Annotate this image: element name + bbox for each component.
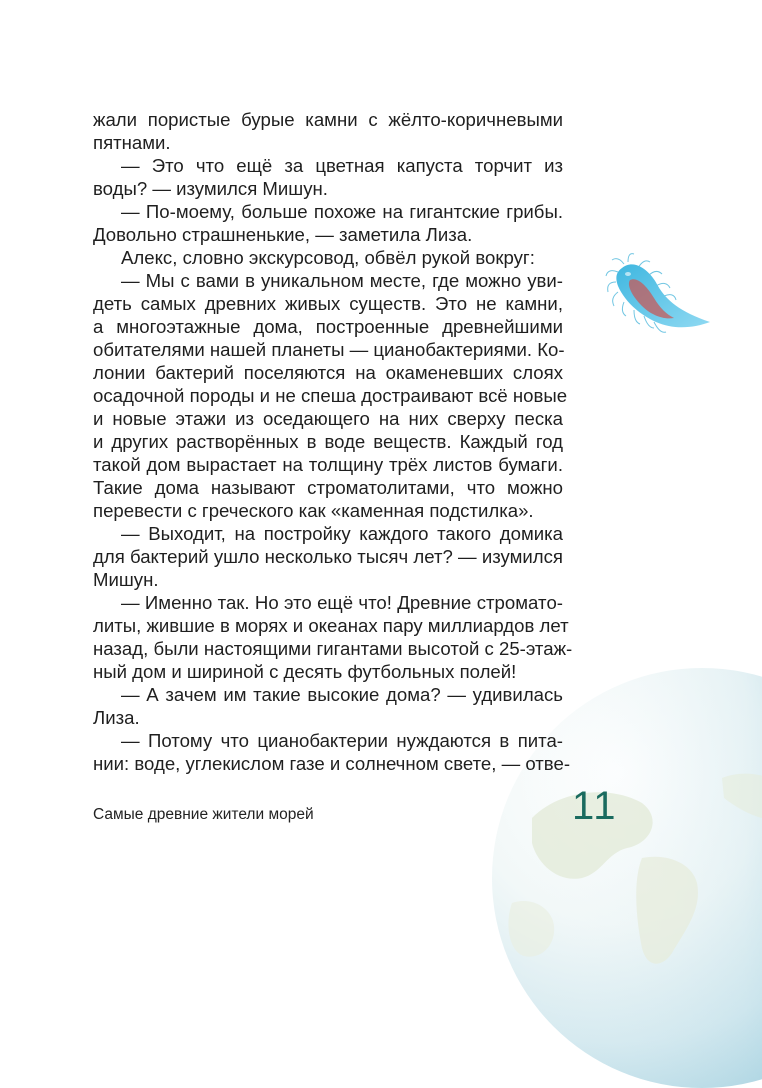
text-line: ный дом и шириной с десять футбольных полей! — [93, 661, 517, 682]
text-line: обитателями нашей планеты — цианобактериями. Ко- — [93, 339, 565, 360]
text-line: — А зачем им такие высокие дома? — удивилась — [121, 684, 563, 705]
text-line: литы, жившие в морях и океанах пару миллиардов лет — [93, 615, 569, 636]
text-line: пятнами. — [93, 132, 171, 153]
text-line: лонии бактерий поселяются на окаменевших слоях — [93, 362, 563, 383]
text-line: Мишун. — [93, 569, 159, 590]
text-line: — Это что ещё за цветная капуста торчит из — [121, 155, 563, 176]
text-line: Довольно страшненькие, — заметила Лиза. — [93, 224, 473, 245]
running-footer-title: Самые древние жители морей — [93, 806, 314, 823]
text-line: — Выходит, на постройку каждого такого домика — [121, 523, 563, 544]
text-line: назад, были настоящими гигантами высотой с 25-этаж- — [93, 638, 573, 659]
text-line: — Именно так. Но это ещё что! Древние строматo- — [121, 592, 563, 613]
text-line: Алекс, словно экскурсовод, обвёл рукой вокруг: — [121, 247, 535, 268]
text-line: — По-моему, больше похоже на гигантские грибы. — [121, 201, 563, 222]
text-line: и других растворённых в воде веществ. Каждый год — [93, 431, 563, 452]
page-number: 11 — [572, 784, 618, 828]
cyanobacterium-illustration — [604, 252, 716, 348]
text-line: а многоэтажные дома, построенные древнейшими — [93, 316, 563, 337]
text-line: для бактерий ушло несколько тысяч лет? — изумился — [93, 546, 563, 567]
text-line: — Потому что цианобактерии нуждаются в пита- — [121, 730, 563, 751]
text-line: перевести с греческого как «каменная подстилка». — [93, 500, 534, 521]
text-line: такой дом вырастает на толщину трёх листов бумаги. — [93, 454, 563, 475]
text-line: и новые этажи из оседающего на них сверху песка — [93, 408, 563, 429]
text-line: — Мы с вами в уникальном месте, где можно уви- — [121, 270, 563, 291]
text-line: жали пористые бурые камни с жёлто-коричневыми — [93, 109, 563, 130]
text-line: осадочной породы и не спеша достраивают всё новые — [93, 385, 568, 406]
text-line: воды? — изумился Мишун. — [93, 178, 328, 199]
text-line: деть самых древних живых существ. Это не камни, — [93, 293, 563, 314]
text-line: Лиза. — [93, 707, 140, 728]
text-line: нии: воде, углекислом газе и солнечном свете, — отве- — [93, 753, 571, 774]
text-line: Такие дома называют строматолитами, что можно — [93, 477, 563, 498]
story-text — [93, 108, 573, 775]
